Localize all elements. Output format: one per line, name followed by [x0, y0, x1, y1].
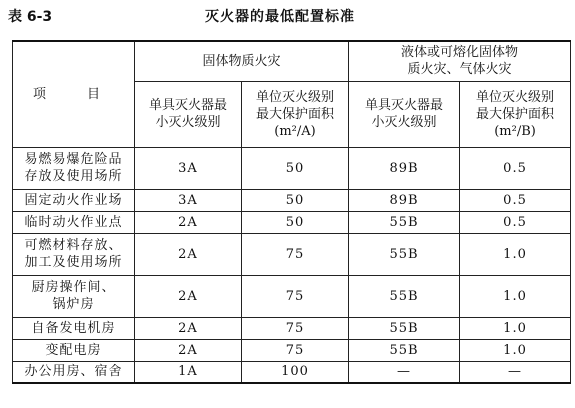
solid-rating-cell: 2A — [135, 275, 242, 317]
row-item: 临时动火作业点 — [13, 211, 135, 233]
liquid-area-cell: 1.0 — [460, 317, 571, 339]
table-row — [13, 147, 571, 189]
row-item: 固定动火作业场 — [13, 189, 135, 211]
solid-area-cell: 50 — [242, 211, 349, 233]
solid-rating-cell: 2A — [135, 339, 242, 361]
row-item: 厨房操作间、 锅炉房 — [13, 275, 135, 317]
liquid-rating-cell: 89B — [349, 147, 460, 189]
table-row — [13, 361, 571, 383]
table-row — [13, 317, 571, 339]
liquid-rating-cell: 55B — [349, 211, 460, 233]
header-liquid-min-rating: 单具灭火器最 小灭火级别 — [349, 81, 460, 147]
solid-area-cell: 75 — [242, 317, 349, 339]
liquid-area-cell: 1.0 — [460, 233, 571, 275]
header-solid-max-area: 单位灭火级别 最大保护面积 (m²/A) — [242, 81, 349, 147]
liquid-rating-cell: 55B — [349, 339, 460, 361]
extinguisher-config-table — [12, 40, 571, 384]
table-row — [13, 275, 571, 317]
row-item: 变配电房 — [13, 339, 135, 361]
table-row — [13, 233, 571, 275]
liquid-area-cell: 1.0 — [460, 339, 571, 361]
table-caption — [0, 6, 575, 26]
liquid-rating-cell: 55B — [349, 275, 460, 317]
liquid-area-cell: 0.5 — [460, 147, 571, 189]
solid-area-cell: 50 — [242, 147, 349, 189]
solid-rating-cell: 2A — [135, 211, 242, 233]
liquid-rating-cell: 89B — [349, 189, 460, 211]
table-number: 表 6-3 — [8, 9, 53, 25]
solid-area-cell: 75 — [242, 275, 349, 317]
row-item: 自备发电机房 — [13, 317, 135, 339]
solid-area-cell: 75 — [242, 233, 349, 275]
row-item: 易燃易爆危险品 存放及使用场所 — [13, 147, 135, 189]
solid-rating-cell: 3A — [135, 189, 242, 211]
header-liquid-max-area: 单位灭火级别 最大保护面积 (m²/B) — [460, 81, 571, 147]
liquid-rating-cell: 55B — [349, 317, 460, 339]
row-item: 可燃材料存放、 加工及使用场所 — [13, 233, 135, 275]
solid-rating-cell: 1A — [135, 361, 242, 383]
liquid-area-cell: 0.5 — [460, 189, 571, 211]
table-row — [13, 211, 571, 233]
solid-rating-cell: 3A — [135, 147, 242, 189]
liquid-area-cell: 0.5 — [460, 211, 571, 233]
liquid-area-cell: — — [460, 361, 571, 383]
table-row — [13, 339, 571, 361]
solid-area-cell: 100 — [242, 361, 349, 383]
solid-area-cell: 50 — [242, 189, 349, 211]
solid-area-cell: 75 — [242, 339, 349, 361]
solid-rating-cell: 2A — [135, 317, 242, 339]
liquid-rating-cell: — — [349, 361, 460, 383]
header-item: 项 目 — [13, 41, 135, 147]
header-group-liquid: 液体或可熔化固体物 质火灾、气体火灾 — [349, 41, 571, 81]
solid-rating-cell: 2A — [135, 233, 242, 275]
table-title: 灭火器的最低配置标准 — [205, 9, 355, 25]
table-row — [13, 189, 571, 211]
row-item: 办公用房、宿舍 — [13, 361, 135, 383]
header-group-solid: 固体物质火灾 — [135, 41, 349, 81]
header-solid-min-rating: 单具灭火器最 小灭火级别 — [135, 81, 242, 147]
liquid-rating-cell: 55B — [349, 233, 460, 275]
liquid-area-cell: 1.0 — [460, 275, 571, 317]
